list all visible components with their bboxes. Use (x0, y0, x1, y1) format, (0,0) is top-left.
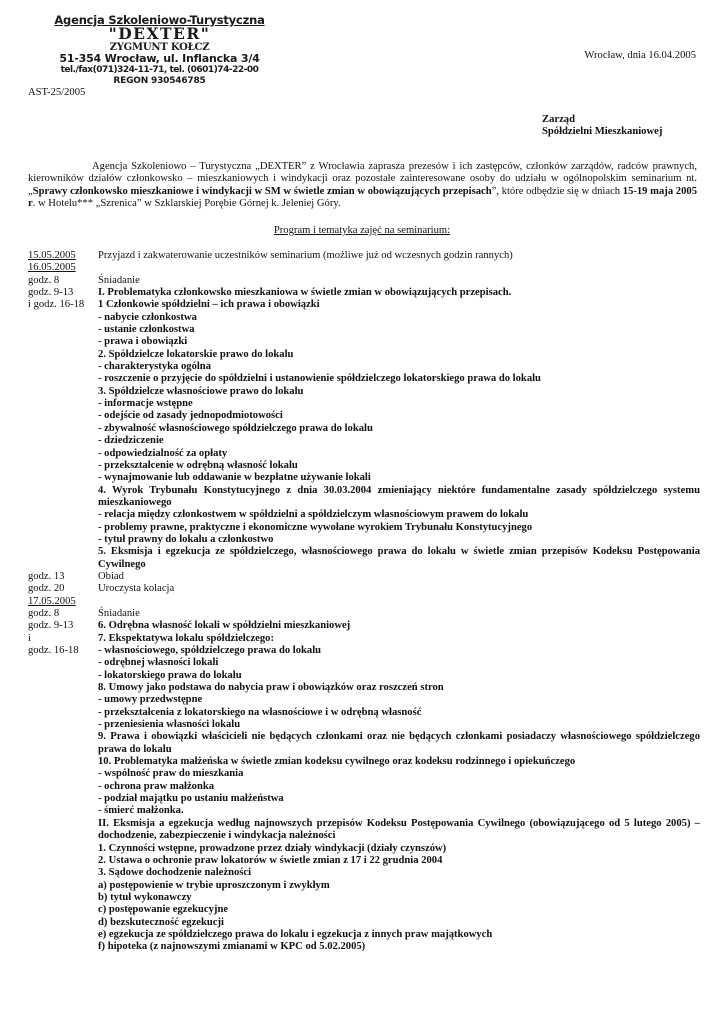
program-item-text (98, 262, 700, 274)
program-item-text: - śmierć małżonka. (98, 805, 184, 817)
program-item-text: 2. Spółdzielcze lokatorskie prawo do lokalu (98, 348, 294, 360)
program-item-text: 4. Wyrok Trybunału Konstytucyjnego z dnia 30.03.2004 zmieniający niektóre fundamentalne zasady spółdzielczego systemu mieszkaniowego (98, 484, 700, 508)
program-time-label (28, 867, 98, 879)
program-time-label (28, 312, 98, 324)
program-time-label (28, 694, 98, 706)
program-item-text: - wspólność praw do mieszkania (98, 768, 244, 780)
program-time-label (28, 472, 98, 484)
program-row (28, 596, 700, 608)
program-item-text: 9. Prawa i obowiązki właścicieli nie będących członkami oraz nie będących członkami posiadaczy własnościowego spółdzielczego prawa do lokalu (98, 731, 700, 755)
program-time-label (28, 509, 98, 521)
program-row (28, 485, 700, 510)
program-row (28, 312, 700, 324)
program-item-text: - zbywalność własnościowego spółdzielczego prawa do lokalu (98, 422, 373, 434)
program-time-label (28, 929, 98, 941)
program-time-label: 17.05.2005 (28, 595, 76, 607)
program-item-text: - przekształcenie w odrębną własność lokalu (98, 459, 298, 471)
program-item-text: 1. Czynności wstępne, prowadzone przez działy windykacji (działy czynszów) (98, 842, 447, 854)
stamp-owner: ZYGMUNT KOŁCZ (109, 42, 210, 53)
program-time-label (28, 398, 98, 410)
program-time-label: godz. 20 (28, 583, 65, 595)
program-row (28, 262, 700, 274)
program-item-text: - lokatorskiego prawa do lokalu (98, 669, 242, 681)
program-time-label: godz. 16-18 (28, 645, 79, 656)
program-time-label (28, 941, 98, 953)
program-row (28, 818, 700, 843)
program-item-text (98, 596, 700, 608)
program-item-text: - wynajmowanie lub oddawanie w bezpłatne używanie lokali (98, 472, 371, 484)
program-row (28, 299, 700, 311)
program-time-label (28, 892, 98, 904)
program-time-label (28, 410, 98, 422)
program-row (28, 731, 700, 756)
stamp-regon: REGON 930546785 (113, 76, 206, 86)
program-time-label: godz. 9-13 (28, 287, 74, 299)
program-item-text: - ochrona praw małżonka (98, 780, 215, 792)
program-time-label (28, 423, 98, 435)
program-item-text: a) postępowienie w trybie uproszczonym i zwykłym (98, 879, 330, 891)
program-row (28, 435, 700, 447)
program-row (28, 670, 700, 682)
program-row (28, 336, 700, 348)
program-row (28, 793, 700, 805)
program-item-text: - umowy przedwstępne (98, 694, 203, 706)
program-row (28, 805, 700, 817)
addressee (542, 114, 662, 139)
program-row (28, 509, 700, 521)
program-item-text: - problemy prawne, praktyczne i ekonomiczne wywołane wyrokiem Trybunału Konstytucyjnego (98, 521, 533, 533)
program-item-text: - przekształcenia z lokatorskiego na własnościowe i w odrębną własność (98, 706, 422, 718)
program-row (28, 880, 700, 892)
program-time-label: i (28, 632, 31, 644)
program-item-text: Uroczysta kolacja (98, 583, 175, 595)
program-row (28, 275, 700, 287)
addressee-line1: Zarząd (542, 114, 575, 125)
program-time-label (28, 843, 98, 855)
program-item-text: d) bezskuteczność egzekucji (98, 916, 224, 928)
program-item-text: - relacja między członkostwem w spółdzielni a spółdzielczym własnościowym prawem do lokalu (98, 509, 529, 521)
program-item-text: f) hipoteka (z najnowszymi zmianami w KPC od 5.02.2005) (98, 941, 366, 953)
addressee-line2: Spółdzielni Mieszkaniowej (542, 126, 663, 138)
program-row (28, 904, 700, 916)
program-item-text: Przyjazd i zakwaterowanie uczestników seminarium (możliwe już od wczesnych godzin rannych) (98, 250, 513, 261)
program-item-text: - prawa i obowiązki (98, 336, 188, 348)
program-time-label (28, 793, 98, 805)
program-item-text: - dziedziczenie (98, 435, 164, 447)
program-row (28, 756, 700, 768)
program-time-label: godz. 9-13 (28, 620, 74, 632)
intro-part1: Agencja Szkoleniowo – Turystyczna „DEXTER” z Wrocławia zaprasza prezesów i ich zastępców, członków zarządów, radców prawnych, kierowników działów członkowsko – mieszkaniowych i windykacji oraz pozostałe zainteresowane osoby do udziału w ogólnopolskim seminarium nt. „ (28, 161, 697, 197)
program-item-text: c) postępowanie egzekucyjne (98, 904, 229, 916)
program-time-label (28, 349, 98, 361)
program-time-label (28, 805, 98, 817)
program-row (28, 522, 700, 534)
program-time-label (28, 448, 98, 460)
program-row (28, 410, 700, 422)
intro-part2: ”, które odbędzie się w dniach (491, 185, 623, 197)
program-list (28, 250, 700, 954)
program-item-text: - nabycie członkostwa (98, 311, 197, 323)
program-time-label (28, 324, 98, 336)
program-item-text: - informacje wstępne (98, 398, 193, 410)
program-time-label: i godz. 16-18 (28, 299, 85, 311)
intro-part3: . w Hotelu*** „Szrenica” w Szklarskiej Porębie Górnej k. Jeleniej Góry. (32, 198, 341, 210)
program-item-text: Śniadanie (98, 607, 140, 619)
program-item-text: 7. Ekspektatywa lokalu spółdzielczego: (98, 632, 274, 644)
program-row (28, 472, 700, 484)
program-item-text: - przeniesienia własności lokalu (98, 719, 241, 731)
program-time-label: godz. 8 (28, 274, 60, 286)
program-time-label (28, 435, 98, 447)
program-time-label (28, 855, 98, 867)
program-item-text: - własnościowego, spółdzielczego prawa do lokalu (98, 645, 322, 656)
program-row (28, 373, 700, 385)
program-row (28, 423, 700, 435)
program-item-text: b) tytuł wykonawczy (98, 891, 192, 903)
program-item-text: - charakterystyka ogólna (98, 361, 211, 373)
program-row (28, 707, 700, 719)
program-row (28, 768, 700, 780)
program-row (28, 608, 700, 620)
program-item-text: - odejście od zasady jednopodmiotowości (98, 410, 283, 422)
program-row (28, 287, 700, 299)
program-time-label (28, 768, 98, 780)
program-row (28, 694, 700, 706)
program-row (28, 781, 700, 793)
program-item-text: e) egzekucja ze spółdzielczego prawa do lokalu i egzekucja z innych praw majątkowych (98, 928, 493, 940)
program-item-text: I. Problematyka członkowsko mieszkaniowa w świetle zmian w obowiązujących przepisach. (98, 287, 512, 299)
program-row (28, 583, 700, 595)
program-item-text: 1 Członkowie spółdzielni – ich prawa i obowiązki (98, 299, 320, 311)
program-time-label (28, 460, 98, 472)
program-row (28, 633, 700, 645)
program-item-text: - tytuł prawny do lokalu a członkostwo (98, 533, 274, 545)
program-time-label (28, 707, 98, 719)
program-row (28, 448, 700, 460)
program-row (28, 929, 700, 941)
program-time-label: godz. 8 (28, 607, 60, 619)
stamp-phone: tel./fax(071)324-11-71, tel. (0601)74-22-00 (60, 64, 259, 75)
program-time-label (28, 657, 98, 669)
program-item-text: 8. Umowy jako podstawa do nabycia praw i obowiązków oraz roszczeń stron (98, 682, 444, 694)
program-item-text: - podział majątku po ustaniu małżeństwa (98, 793, 284, 805)
program-time-label (28, 670, 98, 682)
program-item-text: - roszczenie o przyjęcie do spółdzielni i ustanowienie spółdzielczego lokatorskiego prawa do lokalu (98, 373, 541, 385)
program-row (28, 250, 700, 262)
program-item-text: Obiad (98, 570, 124, 582)
program-item-text: 2. Ustawa o ochronie praw lokatorów w świetle zmian z 17 i 22 grudnia 2004 (98, 854, 443, 866)
program-row (28, 546, 700, 571)
program-item-text: 3. Spółdzielcze własnościowe prawo do lokalu (98, 385, 304, 397)
program-row (28, 855, 700, 867)
program-time-label: 15.05.2005 (28, 250, 76, 261)
program-row (28, 460, 700, 472)
program-item-text: 3. Sądowe dochodzenie należności (98, 867, 252, 879)
program-row (28, 398, 700, 410)
program-item-text: 5. Eksmisja i egzekucja ze spółdzielczego, własnościowego prawa do lokalu w świetle zmian przepisów Kodeksu Postępowania Cywilnego (98, 546, 700, 570)
program-time-label (28, 373, 98, 385)
program-row (28, 620, 700, 632)
program-row (28, 941, 700, 953)
program-row (28, 867, 700, 879)
program-row (28, 657, 700, 669)
program-time-label (28, 917, 98, 929)
program-item-text: Śniadanie (98, 274, 140, 286)
stamp-company-name: Agencja Szkoleniowo-Turystyczna (54, 13, 265, 27)
program-time-label (28, 818, 98, 843)
program-item-text: 10. Problematyka małżeńska w świetle zmian kodeksu cywilnego oraz kodeksu rodzinnego i opiekuńczego (98, 756, 576, 768)
program-row (28, 361, 700, 373)
program-row (28, 917, 700, 929)
program-row (28, 534, 700, 546)
program-item-text: - odpowiedzialność za opłaty (98, 447, 228, 459)
program-time-label (28, 731, 98, 756)
program-time-label (28, 546, 98, 571)
stamp-address: 51-354 Wrocław, ul. Inflancka 3/4 (59, 52, 260, 65)
program-time-label (28, 534, 98, 546)
program-time-label (28, 336, 98, 348)
program-item-text: II. Eksmisja a egzekucja według najnowszych przepisów Kodeksu Postępowania Cywilnego (obowiązującego od 5 lutego 2005) – dochodzenie, zabezpieczenie i windykacja należności (98, 817, 700, 842)
program-row (28, 892, 700, 904)
program-row (28, 386, 700, 398)
program-time-label (28, 719, 98, 731)
seminar-dates: 15-19 maja 2005 r (28, 185, 697, 210)
intro-paragraph (28, 161, 697, 210)
program-row (28, 349, 700, 361)
letter-date: Wrocław, dnia 16.04.2005 (584, 50, 696, 61)
program-time-label: 16.05.2005 (28, 262, 76, 274)
program-time-label (28, 682, 98, 694)
seminar-title: Sprawy członkowsko mieszkaniowe i windykacji w SM w świetle zmian w obowiązujących przepisach (32, 185, 492, 197)
program-row (28, 843, 700, 855)
stamp-brand: "DEXTER" (108, 24, 211, 43)
program-item-text: - odrębnej własności lokali (98, 657, 219, 669)
program-row (28, 682, 700, 694)
program-row (28, 719, 700, 731)
program-time-label: godz. 13 (28, 570, 65, 582)
program-time-label (28, 361, 98, 373)
company-stamp (52, 14, 267, 87)
program-time-label (28, 904, 98, 916)
reference-number: AST-25/2005 (28, 87, 86, 98)
program-time-label (28, 781, 98, 793)
program-title: Program i tematyka zajęć na seminarium: (273, 225, 451, 236)
program-time-label (28, 522, 98, 534)
program-time-label (28, 386, 98, 398)
program-row (28, 645, 700, 657)
program-time-label (28, 880, 98, 892)
program-time-label (28, 485, 98, 510)
program-item-text: - ustanie członkostwa (98, 324, 195, 336)
program-row (28, 324, 700, 336)
program-item-text: 6. Odrębna własność lokali w spółdzielni mieszkaniowej (98, 620, 351, 632)
program-time-label (28, 756, 98, 768)
program-row (28, 571, 700, 583)
